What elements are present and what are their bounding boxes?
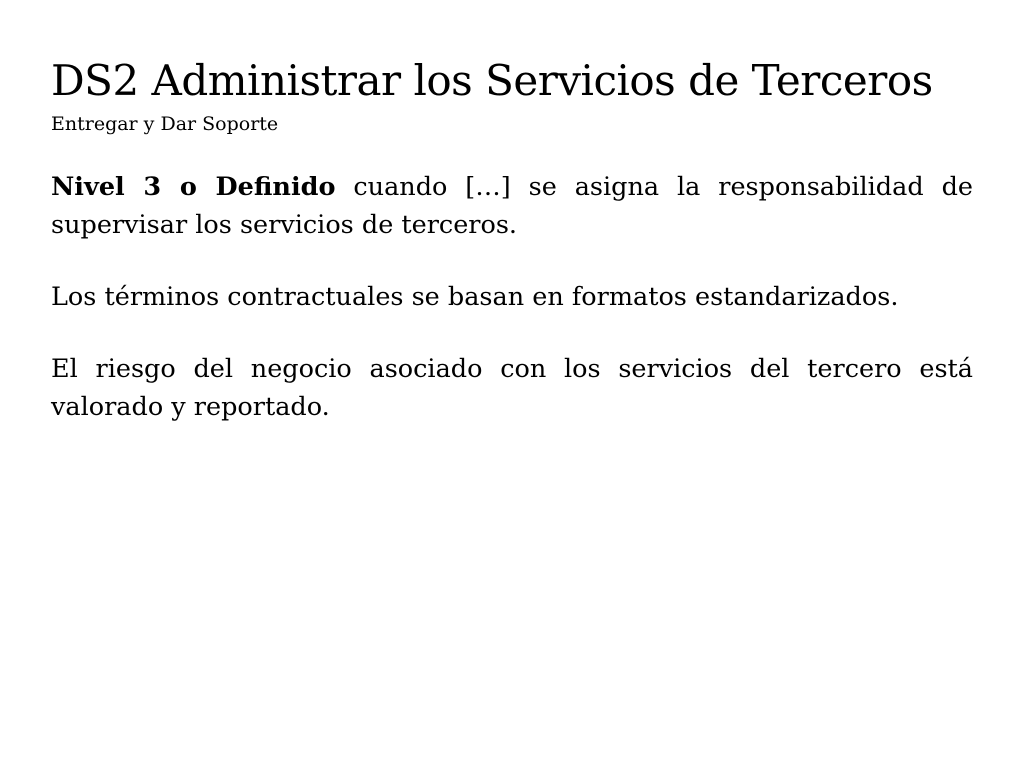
maturity-level-text: cuando […] se asigna la responsabilidad de supervisar los servicios de terceros. xyxy=(51,172,973,240)
maturity-level-label: Nivel 3 o Definido xyxy=(51,172,336,202)
slide-subtitle: Entregar y Dar Soporte xyxy=(51,113,279,135)
paragraph-maturity-level xyxy=(51,168,973,244)
paragraph-contract-terms: Los términos contractuales se basan en formatos estandarizados. xyxy=(51,282,899,312)
paragraph-business-risk: El riesgo del negocio asociado con los servicios del tercero está valorado y reportado. xyxy=(51,354,973,422)
slide-title: DS2 Administrar los Servicios de Terceros xyxy=(51,56,933,105)
